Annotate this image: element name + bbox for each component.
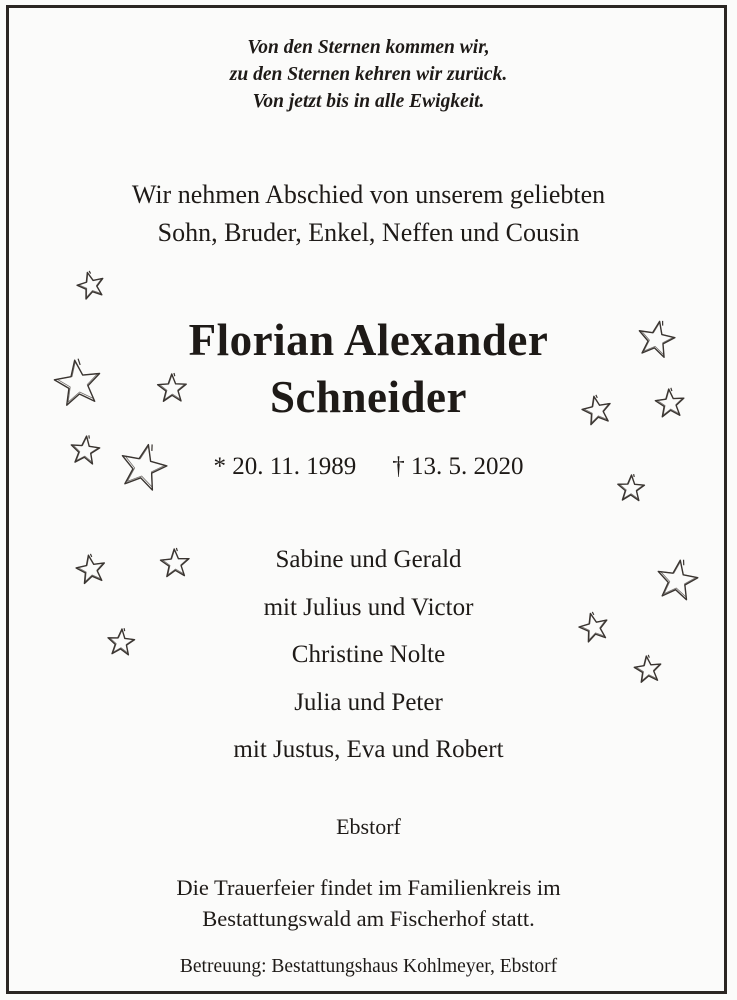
intro-line: Sohn, Bruder, Enkel, Neffen und Cousin bbox=[157, 218, 580, 247]
death-date: † 13. 5. 2020 bbox=[392, 453, 524, 480]
star-icon bbox=[652, 386, 688, 422]
motto-line: Von jetzt bis in alle Ewigkeit. bbox=[252, 91, 485, 112]
ceremony-info bbox=[0, 872, 737, 934]
star-icon bbox=[653, 557, 701, 605]
star-icon bbox=[74, 269, 108, 303]
ceremony-line: Bestattungswald am Fischerhof statt. bbox=[202, 906, 535, 931]
mourner-line: mit Julius und Victor bbox=[263, 593, 474, 621]
intro-line: Wir nehmen Abschied von unserem geliebten bbox=[131, 180, 606, 209]
star-icon bbox=[634, 318, 678, 362]
star-icon bbox=[614, 472, 648, 506]
star-icon bbox=[576, 610, 612, 646]
motto-verse bbox=[0, 34, 737, 115]
star-icon bbox=[51, 357, 105, 411]
birth-date: * 20. 11. 1989 bbox=[213, 453, 357, 480]
motto-line: Von den Sternen kommen wir, bbox=[247, 37, 490, 58]
place-name: Ebstorf bbox=[336, 814, 401, 839]
star-icon bbox=[631, 653, 665, 687]
motto-line: zu den Sternen kehren wir zurück. bbox=[229, 64, 508, 85]
star-icon bbox=[116, 441, 170, 495]
ceremony-line: Die Trauerfeier findet im Familienkreis im bbox=[176, 875, 561, 900]
star-icon bbox=[157, 546, 193, 582]
funeral-home-credit: Betreuung: Bestattungshaus Kohlmeyer, Ebstorf bbox=[179, 956, 558, 977]
deceased-surname: Schneider bbox=[269, 372, 467, 422]
mourner-line: Julia und Peter bbox=[294, 688, 443, 716]
star-icon bbox=[154, 371, 190, 407]
star-icon bbox=[579, 393, 615, 429]
deceased-first-names: Florian Alexander bbox=[188, 315, 549, 365]
star-icon bbox=[67, 433, 103, 469]
mourner-line: Christine Nolte bbox=[291, 641, 446, 668]
mourner-line: mit Justus, Eva und Robert bbox=[233, 736, 504, 763]
star-icon bbox=[73, 552, 109, 588]
star-icon bbox=[104, 626, 138, 660]
deceased-name bbox=[0, 312, 737, 426]
farewell-intro bbox=[0, 176, 737, 252]
mourner-line: Sabine und Gerald bbox=[275, 546, 462, 573]
